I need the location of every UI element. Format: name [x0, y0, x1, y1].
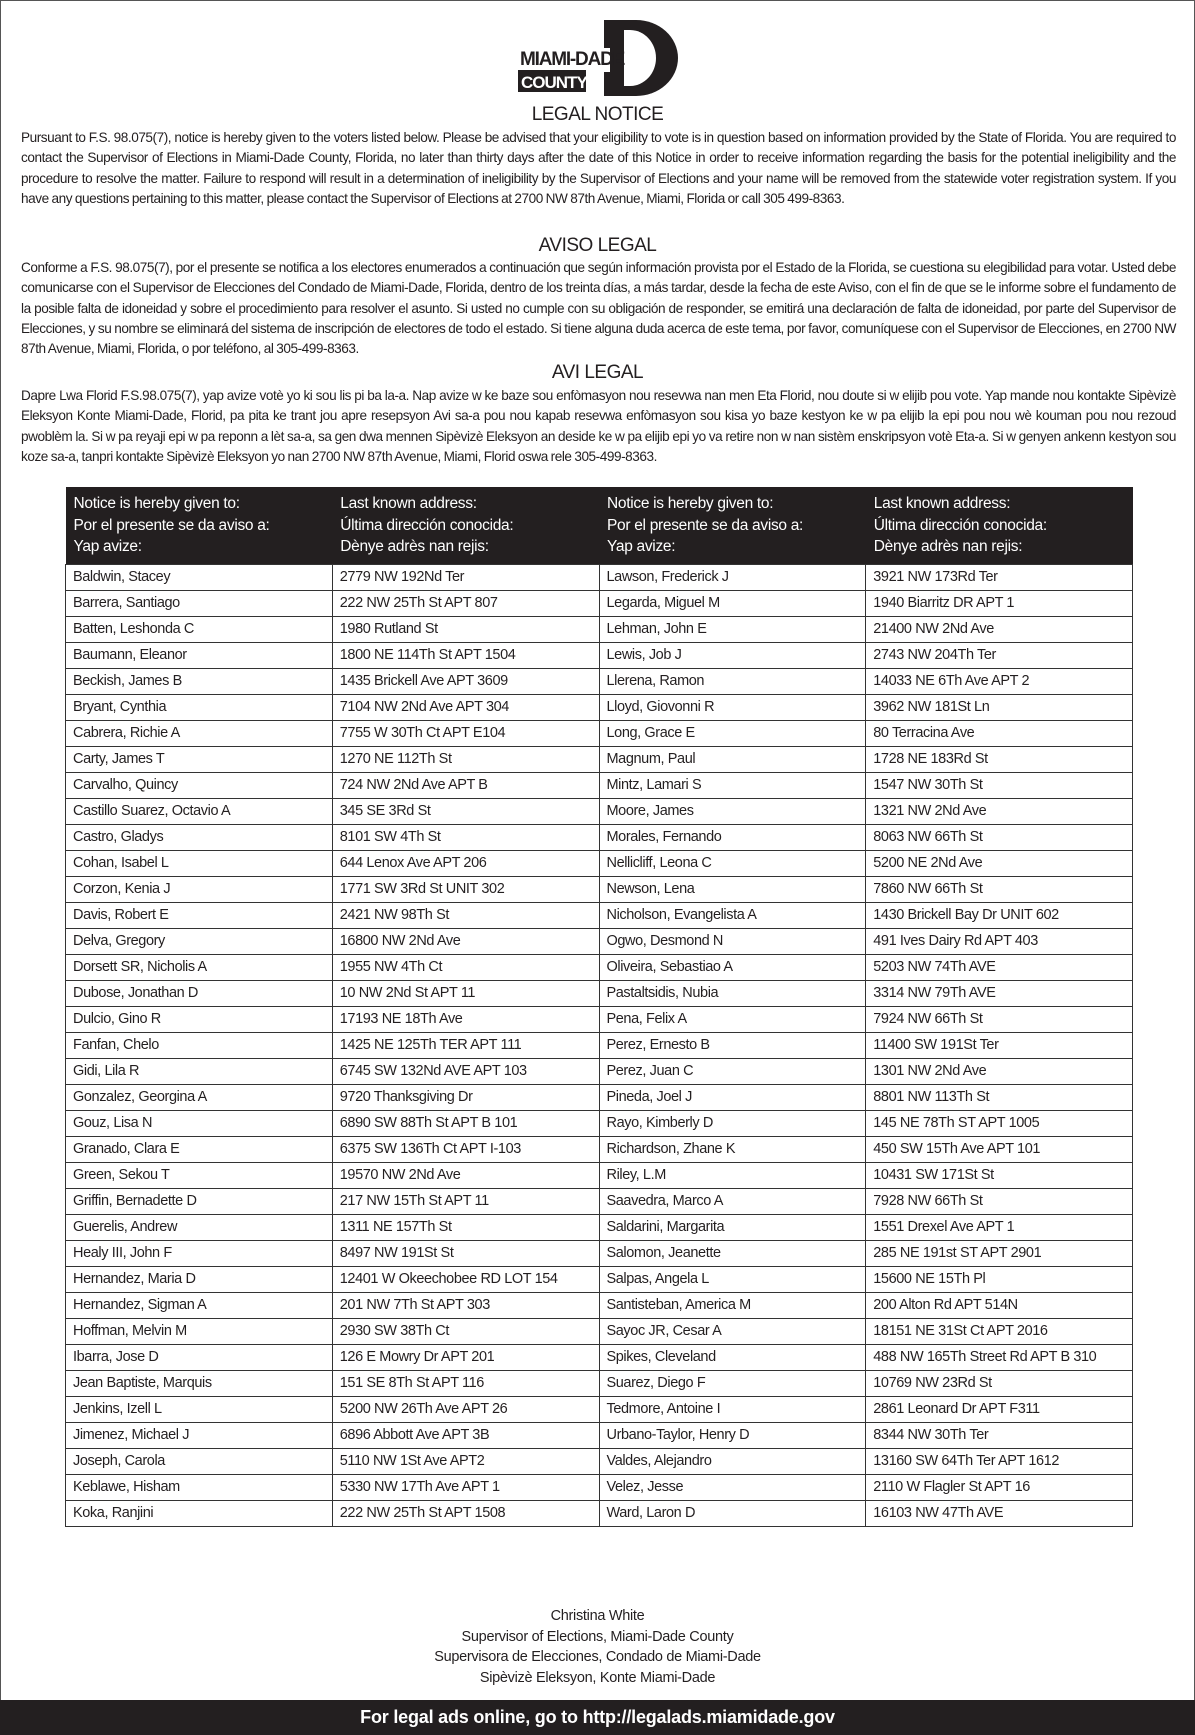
voter-address-cell: 200 Alton Rd APT 514N [866, 1292, 1133, 1318]
voter-address-cell: 7924 NW 66Th St [866, 1006, 1133, 1032]
voter-name-cell: Pineda, Joel J [599, 1084, 866, 1110]
paragraph-creole: Dapre Lwa Florid F.S.98.075(7), yap avize votè yo ki sou lis pi ba la-a. Nap avize w ke baze sou enfòmasyon nou resevwa nan men Eta Florid, nou doute si w elijib pou vote. Yap mande nou kontakte Sipèvizè Eleksyon Konte Miami-Dade, Florid, pa pita ke trant jou apre resepsyon Avi sa-a pou nou kapab resevwa enfòmasyon sou kisa yo baze kestyon ke w pa elijib la epi pou nou wè kouman pou nou rezoud pwoblèm la. Si w pa reyaji epi w pa reponn a lèt sa-a, sa gen dwa mennen Sipèvizè Eleksyon an deside ke w pa elijib epi yo va retire non w nan sistèm enskripsyon votè Eta-a. Si w genyen ankenn kestyon sou koze sa-a, tanpri kontakte Sipèvizè Eleksyon yo nan 2700 NW 87th Avenue, Miami, Florid oswa rele 305-499-8363. [21, 388, 1176, 464]
table-row [66, 564, 1133, 590]
table-row [66, 772, 1133, 798]
table-row [66, 1448, 1133, 1474]
voter-name-cell: Jean Baptiste, Marquis [66, 1370, 333, 1396]
table-row [66, 1422, 1133, 1448]
voter-address-cell: 11400 SW 191St Ter [866, 1032, 1133, 1058]
voter-name-cell: Jimenez, Michael J [66, 1422, 333, 1448]
voter-name-cell: Castro, Gladys [66, 824, 333, 850]
table-row [66, 1292, 1133, 1318]
voter-name-cell: Ward, Laron D [599, 1500, 866, 1526]
table-row [66, 1240, 1133, 1266]
voter-name-cell: Keblawe, Hisham [66, 1474, 333, 1500]
voter-address-cell: 17193 NE 18Th Ave [332, 1006, 599, 1032]
voter-name-cell: Velez, Jesse [599, 1474, 866, 1500]
voter-address-cell: 8497 NW 191St St [332, 1240, 599, 1266]
voter-address-cell: 2421 NW 98Th St [332, 902, 599, 928]
voter-name-cell: Salpas, Angela L [599, 1266, 866, 1292]
voter-address-cell: 5200 NE 2Nd Ave [866, 850, 1133, 876]
voter-name-cell: Hernandez, Sigman A [66, 1292, 333, 1318]
voter-name-cell: Hernandez, Maria D [66, 1266, 333, 1292]
voter-address-cell: 2743 NW 204Th Ter [866, 642, 1133, 668]
voter-name-cell: Granado, Clara E [66, 1136, 333, 1162]
miami-dade-county-logo [518, 20, 678, 96]
table-body [66, 564, 1133, 1526]
header-name-col-1: Notice is hereby given to: Por el presente se da aviso a: Yap avize: [66, 487, 333, 564]
voter-address-cell: 1547 NW 30Th St [866, 772, 1133, 798]
logo-text-county: COUNTY [521, 73, 587, 92]
voter-name-cell: Suarez, Diego F [599, 1370, 866, 1396]
voter-address-cell: 6375 SW 136Th Ct APT I-103 [332, 1136, 599, 1162]
voter-name-cell: Moore, James [599, 798, 866, 824]
table-row [66, 1136, 1133, 1162]
voter-name-cell: Fanfan, Chelo [66, 1032, 333, 1058]
voter-address-cell: 1435 Brickell Ave APT 3609 [332, 668, 599, 694]
voter-address-cell: 2861 Leonard Dr APT F311 [866, 1396, 1133, 1422]
voter-address-cell: 145 NE 78Th ST APT 1005 [866, 1110, 1133, 1136]
voter-name-cell: Rayo, Kimberly D [599, 1110, 866, 1136]
voter-address-cell: 201 NW 7Th St APT 303 [332, 1292, 599, 1318]
table-row [66, 954, 1133, 980]
header-address-col-1: Last known address: Última dirección conocida: Dènye adrès nan rejis: [332, 487, 599, 564]
voter-address-cell: 2779 NW 192Nd Ter [332, 564, 599, 590]
voter-address-cell: 1311 NE 157Th St [332, 1214, 599, 1240]
table-row [66, 1214, 1133, 1240]
table-row [66, 590, 1133, 616]
table-row [66, 1032, 1133, 1058]
voter-address-cell: 8344 NW 30Th Ter [866, 1422, 1133, 1448]
table-row [66, 1396, 1133, 1422]
voter-address-cell: 126 E Mowry Dr APT 201 [332, 1344, 599, 1370]
table-row [66, 1084, 1133, 1110]
voter-address-cell: 8101 SW 4Th St [332, 824, 599, 850]
voter-address-cell: 5203 NW 74Th AVE [866, 954, 1133, 980]
table-row [66, 902, 1133, 928]
voter-address-cell: 644 Lenox Ave APT 206 [332, 850, 599, 876]
voter-name-cell: Tedmore, Antoine I [599, 1396, 866, 1422]
voter-address-cell: 151 SE 8Th St APT 116 [332, 1370, 599, 1396]
voter-address-cell: 8801 NW 113Th St [866, 1084, 1133, 1110]
voter-name-cell: Lewis, Job J [599, 642, 866, 668]
voter-name-cell: Magnum, Paul [599, 746, 866, 772]
voter-name-cell: Perez, Juan C [599, 1058, 866, 1084]
voter-address-cell: 450 SW 15Th Ave APT 101 [866, 1136, 1133, 1162]
voter-address-cell: 1800 NE 114Th St APT 1504 [332, 642, 599, 668]
heading-aviso-legal: AVISO LEGAL [538, 235, 657, 256]
voter-name-cell: Lehman, John E [599, 616, 866, 642]
voter-address-cell: 14033 NE 6Th Ave APT 2 [866, 668, 1133, 694]
voter-address-cell: 7104 NW 2Nd Ave APT 304 [332, 694, 599, 720]
voter-name-cell: Davis, Robert E [66, 902, 333, 928]
header-name-col-2: Notice is hereby given to: Por el presente se da aviso a: Yap avize: [599, 487, 866, 564]
voter-address-cell: 5200 NW 26Th Ave APT 26 [332, 1396, 599, 1422]
voter-name-cell: Pena, Felix A [599, 1006, 866, 1032]
voter-name-cell: Carty, James T [66, 746, 333, 772]
voter-address-cell: 6896 Abbott Ave APT 3B [332, 1422, 599, 1448]
voter-name-cell: Lawson, Frederick J [599, 564, 866, 590]
voter-name-cell: Long, Grace E [599, 720, 866, 746]
voter-address-cell: 1430 Brickell Bay Dr UNIT 602 [866, 902, 1133, 928]
voter-address-cell: 6890 SW 88Th St APT B 101 [332, 1110, 599, 1136]
table-header-row [66, 487, 1133, 564]
voter-name-cell: Dulcio, Gino R [66, 1006, 333, 1032]
voter-address-cell: 5110 NW 1St Ave APT2 [332, 1448, 599, 1474]
voter-name-cell: Griffin, Bernadette D [66, 1188, 333, 1214]
table-row [66, 1162, 1133, 1188]
voter-name-cell: Carvalho, Quincy [66, 772, 333, 798]
voter-name-cell: Saavedra, Marco A [599, 1188, 866, 1214]
voter-name-cell: Beckish, James B [66, 668, 333, 694]
voter-address-cell: 21400 NW 2Nd Ave [866, 616, 1133, 642]
voter-name-cell: Dorsett SR, Nicholis A [66, 954, 333, 980]
voter-name-cell: Perez, Ernesto B [599, 1032, 866, 1058]
voter-address-cell: 1551 Drexel Ave APT 1 [866, 1214, 1133, 1240]
voter-address-cell: 1955 NW 4Th Ct [332, 954, 599, 980]
voter-name-cell: Guerelis, Andrew [66, 1214, 333, 1240]
voter-name-cell: Oliveira, Sebastiao A [599, 954, 866, 980]
table-row [66, 694, 1133, 720]
voter-name-cell: Hoffman, Melvin M [66, 1318, 333, 1344]
voter-address-cell: 5330 NW 17Th Ave APT 1 [332, 1474, 599, 1500]
voter-address-cell: 724 NW 2Nd Ave APT B [332, 772, 599, 798]
table-row [66, 1370, 1133, 1396]
table-row [66, 1058, 1133, 1084]
voter-address-cell: 2930 SW 38Th Ct [332, 1318, 599, 1344]
table-row [66, 616, 1133, 642]
header-address-col-2: Last known address: Última dirección conocida: Dènye adrès nan rejis: [866, 487, 1133, 564]
voter-address-cell: 1301 NW 2Nd Ave [866, 1058, 1133, 1084]
voter-address-cell: 3921 NW 173Rd Ter [866, 564, 1133, 590]
voter-name-cell: Healy III, John F [66, 1240, 333, 1266]
voter-address-cell: 3314 NW 79Th AVE [866, 980, 1133, 1006]
signature-title-spanish: Supervisora de Elecciones, Condado de Miami-Dade [434, 1649, 761, 1665]
voter-address-cell: 7928 NW 66Th St [866, 1188, 1133, 1214]
voter-address-cell: 6745 SW 132Nd AVE APT 103 [332, 1058, 599, 1084]
table-row [66, 720, 1133, 746]
heading-legal-notice: LEGAL NOTICE [531, 104, 664, 125]
signature-title-creole: Sipèvizè Eleksyon, Konte Miami-Dade [479, 1669, 716, 1686]
voter-notice-table [65, 487, 1133, 1527]
voter-name-cell: Cohan, Isabel L [66, 850, 333, 876]
table-row [66, 876, 1133, 902]
table-row [66, 1318, 1133, 1344]
table-row [66, 928, 1133, 954]
voter-name-cell: Llerena, Ramon [599, 668, 866, 694]
voter-name-cell: Baldwin, Stacey [66, 564, 333, 590]
voter-name-cell: Riley, L.M [599, 1162, 866, 1188]
voter-name-cell: Legarda, Miguel M [599, 590, 866, 616]
voter-name-cell: Valdes, Alejandro [599, 1448, 866, 1474]
voter-name-cell: Nicholson, Evangelista A [599, 902, 866, 928]
table-row [66, 1110, 1133, 1136]
voter-address-cell: 12401 W Okeechobee RD LOT 154 [332, 1266, 599, 1292]
table-row [66, 1188, 1133, 1214]
voter-address-cell: 2110 W Flagler St APT 16 [866, 1474, 1133, 1500]
voter-name-cell: Urbano-Taylor, Henry D [599, 1422, 866, 1448]
voter-name-cell: Nellicliff, Leona C [599, 850, 866, 876]
voter-address-cell: 1425 NE 125Th TER APT 111 [332, 1032, 599, 1058]
signature-name: Christina White [550, 1608, 645, 1624]
voter-address-cell: 7860 NW 66Th St [866, 876, 1133, 902]
voter-name-cell: Koka, Ranjini [66, 1500, 333, 1526]
voter-address-cell: 18151 NE 31St Ct APT 2016 [866, 1318, 1133, 1344]
logo-text-miami-dade: MIAMI-DADE [520, 49, 625, 70]
table-row [66, 746, 1133, 772]
voter-address-cell: 16103 NW 47Th AVE [866, 1500, 1133, 1526]
voter-name-cell: Bryant, Cynthia [66, 694, 333, 720]
voter-name-cell: Richardson, Zhane K [599, 1136, 866, 1162]
voter-address-cell: 7755 W 30Th Ct APT E104 [332, 720, 599, 746]
voter-address-cell: 217 NW 15Th St APT 11 [332, 1188, 599, 1214]
voter-name-cell: Castillo Suarez, Octavio A [66, 798, 333, 824]
voter-address-cell: 19570 NW 2Nd Ave [332, 1162, 599, 1188]
voter-name-cell: Ibarra, Jose D [66, 1344, 333, 1370]
voter-name-cell: Dubose, Jonathan D [66, 980, 333, 1006]
voter-address-cell: 1771 SW 3Rd St UNIT 302 [332, 876, 599, 902]
voter-address-cell: 491 Ives Dairy Rd APT 403 [866, 928, 1133, 954]
voter-name-cell: Morales, Fernando [599, 824, 866, 850]
voter-address-cell: 1728 NE 183Rd St [866, 746, 1133, 772]
voter-name-cell: Green, Sekou T [66, 1162, 333, 1188]
voter-address-cell: 8063 NW 66Th St [866, 824, 1133, 850]
voter-name-cell: Gidi, Lila R [66, 1058, 333, 1084]
voter-address-cell: 222 NW 25Th St APT 807 [332, 590, 599, 616]
voter-address-cell: 222 NW 25Th St APT 1508 [332, 1500, 599, 1526]
voter-name-cell: Mintz, Lamari S [599, 772, 866, 798]
voter-address-cell: 1940 Biarritz DR APT 1 [866, 590, 1133, 616]
voter-name-cell: Newson, Lena [599, 876, 866, 902]
voter-name-cell: Delva, Gregory [66, 928, 333, 954]
voter-name-cell: Saldarini, Margarita [599, 1214, 866, 1240]
voter-name-cell: Joseph, Carola [66, 1448, 333, 1474]
voter-address-cell: 10431 SW 171St St [866, 1162, 1133, 1188]
voter-name-cell: Pastaltsidis, Nubia [599, 980, 866, 1006]
voter-address-cell: 1321 NW 2Nd Ave [866, 798, 1133, 824]
paragraph-english: Pursuant to F.S. 98.075(7), notice is hereby given to the voters listed below. Please be advised that your eligibility to vote is in question based on information provided by the State of Florida. You are required to contact the Supervisor of Elections in Miami-Dade County, Florida, no later than thirty days after the date of this Notice in order to receive information regarding the basis for the potential ineligibility and the procedure to resolve the matter. Failure to respond will result in a determination of ineligibility by the Supervisor of Elections and your name will be removed from the statewide voter registration system. If you have any questions pertaining to this matter, please contact the Supervisor of Elections at 2700 NW 87th Avenue, Miami, Florida or call 305 499-8363. [21, 130, 1176, 206]
footer-banner: For legal ads online, go to http://legalads.miamidade.gov [0, 1700, 1195, 1735]
table-row [66, 824, 1133, 850]
voter-address-cell: 345 SE 3Rd St [332, 798, 599, 824]
table-row [66, 668, 1133, 694]
voter-name-cell: Ogwo, Desmond N [599, 928, 866, 954]
signature-title-english: Supervisor of Elections, Miami-Dade County [461, 1628, 734, 1645]
voter-address-cell: 1270 NE 112Th St [332, 746, 599, 772]
voter-name-cell: Cabrera, Richie A [66, 720, 333, 746]
voter-address-cell: 9720 Thanksgiving Dr [332, 1084, 599, 1110]
table-row [66, 980, 1133, 1006]
voter-address-cell: 15600 NE 15Th Pl [866, 1266, 1133, 1292]
table-row [66, 850, 1133, 876]
voter-address-cell: 285 NE 191st ST APT 2901 [866, 1240, 1133, 1266]
voter-address-cell: 80 Terracina Ave [866, 720, 1133, 746]
voter-address-cell: 13160 SW 64Th Ter APT 1612 [866, 1448, 1133, 1474]
heading-avi-legal: AVI LEGAL [551, 362, 644, 383]
voter-name-cell: Jenkins, Izell L [66, 1396, 333, 1422]
table-row [66, 1344, 1133, 1370]
table-row [66, 1266, 1133, 1292]
voter-name-cell: Corzon, Kenia J [66, 876, 333, 902]
voter-address-cell: 10769 NW 23Rd St [866, 1370, 1133, 1396]
voter-name-cell: Baumann, Eleanor [66, 642, 333, 668]
voter-name-cell: Lloyd, Giovonni R [599, 694, 866, 720]
voter-address-cell: 1980 Rutland St [332, 616, 599, 642]
paragraph-spanish: Conforme a F.S. 98.075(7), por el presente se notifica a los electores enumerados a continuación que según información provista por el Estado de la Florida, se cuestiona su elegibilidad para votar. Usted debe comunicarse con el Supervisor de Elecciones del Condado de Miami-Dade, Florida, dentro de los treinta días, a más tardar, desde la fecha de este Aviso, con el fin de que se le informe sobre el fundamento de la posible falta de idoneidad y sobre el procedimiento para resolver el asunto. Si usted no cumple con su obligación de responder, se emitirá una declaración de falta de idoneidad, por parte del Supervisor de Elecciones, y su nombre se eliminará del sistema de inscripción de electores de todo el estado. Si tiene alguna duda acerca de este tema, por favor, comuníquese con el Supervisor de Elecciones, en 2700 NW 87th Avenue, Miami, Florida, o por teléfono, al 305-499-8363. [21, 260, 1176, 357]
voter-name-cell: Gonzalez, Georgina A [66, 1084, 333, 1110]
voter-name-cell: Barrera, Santiago [66, 590, 333, 616]
voter-name-cell: Batten, Leshonda C [66, 616, 333, 642]
signature-block [0, 1606, 1195, 1688]
table-row [66, 1006, 1133, 1032]
voter-address-cell: 10 NW 2Nd St APT 11 [332, 980, 599, 1006]
voter-address-cell: 3962 NW 181St Ln [866, 694, 1133, 720]
voter-name-cell: Sayoc JR, Cesar A [599, 1318, 866, 1344]
voter-name-cell: Santisteban, America M [599, 1292, 866, 1318]
voter-name-cell: Spikes, Cleveland [599, 1344, 866, 1370]
table-row [66, 1474, 1133, 1500]
table-row [66, 798, 1133, 824]
table-row [66, 1500, 1133, 1526]
voter-address-cell: 488 NW 165Th Street Rd APT B 310 [866, 1344, 1133, 1370]
voter-name-cell: Gouz, Lisa N [66, 1110, 333, 1136]
table-row [66, 642, 1133, 668]
voter-address-cell: 16800 NW 2Nd Ave [332, 928, 599, 954]
voter-name-cell: Salomon, Jeanette [599, 1240, 866, 1266]
